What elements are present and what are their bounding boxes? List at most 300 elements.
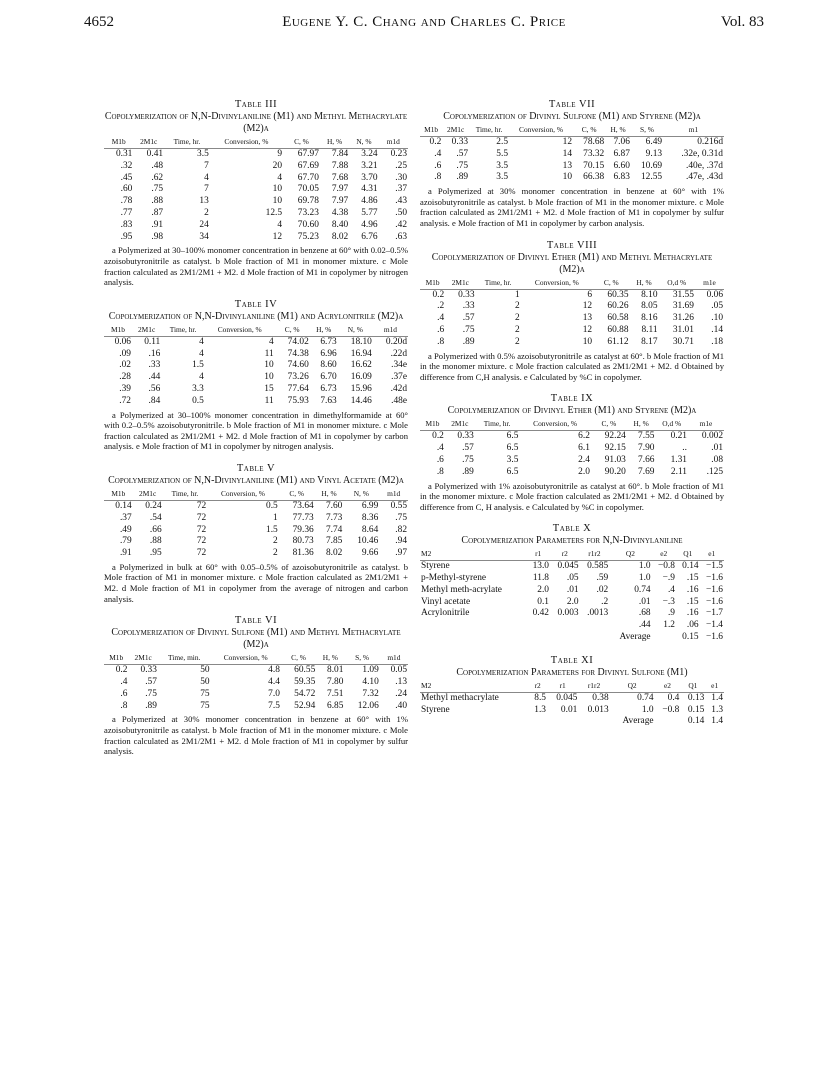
column-header: Time, hr.: [164, 138, 210, 149]
table-cell: 7.5: [268, 700, 280, 711]
table-cell: 92.15: [604, 443, 626, 454]
table-row: [420, 172, 724, 184]
table-cell: 50: [200, 665, 210, 676]
table-cell: −.9: [662, 573, 675, 584]
table-cell: .44: [638, 620, 651, 631]
data-table: [104, 490, 408, 560]
table-cell: 4.86: [361, 196, 378, 207]
table-8: [420, 239, 724, 383]
table-cell: 4: [199, 372, 204, 383]
data-table: [420, 126, 724, 184]
table-cell: 67.69: [297, 160, 319, 171]
table-cell: 2.4: [578, 454, 590, 465]
table-cell: 3.21: [361, 160, 378, 171]
data-table: [420, 682, 724, 728]
table-cell: 3.70: [361, 172, 378, 183]
table-cell: .16: [148, 348, 161, 359]
table-cell: [550, 620, 580, 632]
table-cell: 13.0: [532, 561, 549, 572]
column-header: r1: [526, 550, 550, 561]
table-cell: 1: [273, 512, 278, 523]
table-cell: 8.01: [327, 665, 344, 676]
table-label: Table VIII: [546, 239, 598, 251]
page-header: [84, 14, 764, 36]
table-footnote: [420, 186, 724, 228]
volume-label: Vol. 83: [720, 14, 764, 30]
page-number: 4652: [84, 14, 114, 30]
table-cell: .77: [120, 207, 133, 218]
table-cell: 31.69: [672, 301, 694, 312]
table-cell: 1.31: [670, 454, 687, 465]
table-cell: 16.09: [350, 372, 372, 383]
table-cell: −1.6: [705, 584, 723, 595]
table-cell: .91: [119, 548, 132, 559]
table-cell: 8.11: [641, 324, 658, 335]
column-header: H, %: [315, 490, 344, 501]
data-table: [104, 654, 408, 712]
table-cell: 0.2: [432, 431, 444, 442]
table-row: [420, 705, 724, 717]
table-cell: 0.11: [144, 336, 161, 347]
table-cell: 0.42: [532, 608, 549, 619]
column-header: e2: [652, 550, 676, 561]
table-cell: .75: [456, 160, 469, 171]
table-cell: 12: [562, 137, 573, 147]
table-cell: [420, 620, 526, 632]
table-row: [420, 585, 724, 597]
table-cell: .6: [434, 160, 442, 171]
table-cell: 7.73: [325, 512, 343, 523]
table-cell: 7.80: [327, 677, 344, 688]
table-cell: .94: [395, 536, 407, 547]
table-footnote: [104, 562, 408, 604]
table-cell: .24: [395, 688, 407, 699]
table-cell: .54: [149, 512, 162, 523]
table-row: [104, 232, 408, 244]
table-row: [420, 289, 724, 301]
table-cell: 7: [204, 184, 209, 195]
column-header: S, %: [344, 654, 379, 665]
column-header: M1b: [420, 126, 442, 137]
table-cell: 0.1: [537, 596, 549, 607]
table-label: Table V: [236, 462, 276, 474]
table-cell: 0.33: [458, 289, 475, 300]
table-cell: 8.40: [331, 219, 349, 230]
table-cell: [578, 716, 609, 728]
table-cell: .75: [462, 324, 475, 335]
table-cell: 3.3: [192, 383, 204, 394]
table-cell: 74.38: [287, 348, 309, 359]
table-label: Table X: [552, 523, 592, 535]
table-cell: .37e: [391, 372, 407, 383]
table-row: [104, 173, 408, 185]
table-row: [104, 525, 408, 537]
table-cell: .25: [395, 160, 407, 171]
column-header: r2: [550, 550, 580, 561]
table-row: [104, 360, 408, 372]
table-cell: Average: [622, 716, 654, 727]
table-cell: .02: [119, 360, 131, 371]
table-cell: .75: [395, 512, 407, 523]
table-6: [104, 614, 408, 757]
table-cell: 0.216d: [697, 137, 723, 147]
column-header: H, %: [316, 654, 344, 665]
table-cell: 6.87: [613, 148, 630, 159]
table-row: [420, 455, 724, 467]
table-row: [104, 184, 408, 196]
table-cell: 0.06: [706, 289, 723, 300]
table-cell: 0.2: [432, 289, 445, 300]
table-cell: .95: [120, 231, 133, 242]
table-cell: 0.01: [560, 704, 578, 715]
column-header: M1b: [104, 138, 133, 149]
column-header: Q1: [676, 550, 700, 561]
table-cell: −1.7: [705, 608, 723, 619]
table-cell: .14: [711, 324, 723, 335]
table-cell: 2: [273, 548, 278, 559]
table-cell: 7.60: [325, 500, 343, 511]
table-cell: 77.64: [287, 383, 309, 394]
column-header: 2M1c: [132, 326, 161, 337]
table-cell: .13: [395, 677, 407, 688]
table-cell: .47e, .43d: [686, 172, 723, 183]
table-cell: .4: [667, 584, 675, 595]
table-cell: .9: [667, 608, 675, 619]
table-cell: 8.17: [641, 336, 658, 347]
header-row: [420, 682, 724, 693]
table-footnote: [104, 410, 408, 452]
column-header: H, %: [605, 126, 631, 137]
left-column: [104, 98, 408, 767]
table-cell: 72: [196, 500, 207, 511]
table-cell: −1.6: [705, 596, 723, 607]
table-cell: 7.06: [613, 137, 630, 147]
table-cell: 0.013: [587, 704, 609, 715]
table-row: [420, 608, 724, 620]
column-header: m1d: [380, 654, 408, 665]
table-row: [420, 149, 724, 161]
table-cell: .45: [120, 172, 133, 183]
table-row: [420, 161, 724, 173]
table-cell: .68: [638, 608, 651, 619]
table-cell: 4.8: [268, 665, 280, 676]
table-cell: 3.5: [197, 149, 209, 159]
table-cell: 7.97: [331, 184, 349, 195]
table-row: [104, 513, 408, 525]
column-header: r2: [528, 682, 547, 693]
table-cell: .57: [456, 148, 469, 159]
table-cell: .2: [601, 596, 609, 607]
table-cell: 75.23: [297, 231, 319, 242]
table-cell: 60.55: [294, 665, 316, 676]
table-cell: 9.66: [361, 548, 379, 559]
table-cell: 70.05: [297, 184, 319, 195]
table-row: [420, 301, 724, 313]
table-cell: 0.2: [429, 137, 442, 147]
header-row: [104, 326, 408, 337]
table-cell: .4: [434, 148, 442, 159]
table-cell: 8.64: [361, 524, 379, 535]
table-cell: .79: [119, 536, 132, 547]
table-cell: 0.55: [390, 500, 407, 511]
table-row: [420, 137, 724, 149]
table-cell: 15: [264, 383, 274, 394]
table-label: Table III: [234, 99, 278, 110]
table-cell: 7.84: [331, 149, 349, 159]
table-5: [104, 462, 408, 604]
table-cell: 4: [268, 336, 274, 347]
table-cell: 12.55: [640, 172, 663, 183]
table-cell: −1.6: [705, 573, 723, 584]
table-cell: 7.69: [638, 466, 655, 477]
table-cell: 13: [562, 160, 573, 171]
table-cell: 1.3: [534, 704, 546, 715]
table-cell: Styrene: [421, 704, 450, 715]
table-cell: 0.045: [557, 561, 579, 572]
table-cell: [528, 716, 547, 728]
table-cell: 77.73: [292, 512, 314, 523]
table-cell: 7.32: [362, 688, 379, 699]
table-cell: 0.4: [667, 692, 680, 703]
table-row: [420, 325, 724, 337]
table-cell: 11.8: [532, 573, 549, 584]
table-cell: 78.68: [583, 137, 605, 147]
table-cell: [420, 716, 528, 728]
table-cell: 2: [514, 301, 520, 312]
table-cell: 10: [582, 336, 593, 347]
table-row: [420, 692, 724, 704]
column-header: Conversion, %: [207, 490, 279, 501]
table-cell: 6.73: [320, 383, 337, 394]
table-cell: Styrene: [421, 561, 450, 572]
column-header: Time, hr.: [475, 420, 520, 431]
column-header: e1: [700, 550, 724, 561]
table-cell: 59.35: [294, 677, 316, 688]
table-cell: 12.5: [265, 207, 283, 218]
table-cell: 67.97: [297, 149, 319, 159]
table-cell: .43: [395, 196, 407, 207]
header-row: [104, 654, 408, 665]
column-header: Time, hr.: [469, 126, 509, 137]
column-header: e2: [655, 682, 681, 693]
table-row: [104, 372, 408, 384]
table-cell: 8.36: [361, 512, 379, 523]
table-cell: −1.6: [705, 632, 723, 643]
table-cell: 15.96: [350, 383, 372, 394]
table-row: [104, 384, 408, 396]
table-cell: 1.4: [711, 692, 723, 703]
table-cell: .75: [151, 184, 164, 195]
table-cell: 4: [277, 172, 283, 183]
table-cell: 0.20d: [385, 336, 407, 347]
table-cell: 7.0: [268, 688, 280, 699]
table-row: [420, 313, 724, 325]
table-cell: 0.74: [634, 584, 651, 595]
table-cell: 73.23: [297, 207, 319, 218]
header-row: [420, 550, 724, 561]
table-cell: 7.90: [638, 443, 655, 454]
table-title: Copolymerization of Divinyl Sulfone (M1) and Methyl Methacrylate (M2)a: [111, 627, 401, 651]
table-cell: .97: [395, 548, 407, 559]
column-header: e1: [705, 682, 724, 693]
table-footnote: [420, 351, 724, 383]
table-cell: [652, 632, 676, 644]
table-cell: 7.63: [320, 395, 337, 406]
table-cell: 7.55: [638, 431, 655, 442]
table-cell: −1.4: [705, 620, 723, 631]
right-column: [420, 98, 724, 738]
table-cell: 2.11: [670, 466, 687, 477]
table-cell: 0.38: [592, 692, 609, 703]
column-header: M2: [420, 682, 528, 693]
table-cell: .8: [434, 172, 442, 183]
table-footnote: [104, 245, 408, 287]
table-cell: .89: [145, 700, 157, 711]
table-4: [104, 298, 408, 452]
table-cell: 8.10: [641, 289, 658, 300]
table-cell: 0.13: [687, 692, 705, 703]
table-cell: .05: [711, 301, 723, 312]
table-cell: [526, 632, 550, 644]
table-title: Copolymerization of N,N-Divinylaniline (M1) and Vinyl Acetate (M2)a: [108, 474, 404, 486]
table-cell: 0.5: [192, 395, 204, 406]
table-cell: 6.49: [645, 137, 663, 147]
column-header: O,d %: [655, 420, 688, 431]
table-cell: 3.5: [496, 172, 508, 183]
table-cell: .42d: [390, 383, 407, 394]
column-header: C, %: [591, 420, 627, 431]
table-cell: 60.26: [607, 301, 629, 312]
table-row: [104, 349, 408, 361]
column-header: Q2: [610, 682, 655, 693]
table-row: [104, 689, 408, 701]
table-cell: .75: [145, 688, 157, 699]
table-cell: .56: [148, 383, 161, 394]
table-cell: 2.0: [566, 596, 579, 607]
table-cell: 0.2: [115, 665, 128, 676]
table-cell: 24: [199, 219, 209, 230]
table-11: [420, 654, 724, 728]
table-cell: .62: [151, 172, 164, 183]
table-cell: [420, 632, 526, 644]
table-cell: .125: [706, 466, 723, 477]
footnote-text: a Polymerized with 1% azoisobutyronitrile as catalyst at 60°. b Mole fraction of M1 in the monomer mixture. c Mole fraction calculated as 2M1/2M1 + M2. d Obtained by difference from C, H analysis. e Calculated by %C in copolymer.: [420, 480, 724, 512]
table-cell: 0.5: [266, 500, 278, 511]
table-cell: 12: [272, 231, 283, 242]
column-header: 2M1c: [442, 126, 469, 137]
table-row: [104, 677, 408, 689]
table-cell: 7: [204, 160, 209, 171]
header-row: [420, 126, 724, 137]
table-cell: 31.26: [672, 313, 694, 324]
table-title: Copolymerization Parameters for N,N-Divinylaniline: [461, 535, 683, 547]
table-cell: .15: [686, 596, 699, 607]
table-cell: 2: [204, 207, 209, 218]
table-label: Table IV: [234, 298, 278, 310]
table-cell: 7.51: [327, 688, 344, 699]
table-cell: ..: [682, 443, 687, 454]
table-cell: .32e, 0.31d: [681, 148, 723, 159]
column-header: Conversion, %: [521, 279, 593, 290]
table-row: [104, 336, 408, 348]
table-cell: 13: [582, 313, 593, 324]
table-label: Table VI: [234, 615, 278, 627]
table-cell: 69.78: [297, 196, 319, 207]
column-header: M1b: [104, 490, 133, 501]
table-cell: 4.96: [361, 219, 378, 230]
footnote-text: a Polymerized with 0.5% azoisobutyronitrile as catalyst at 60°. b Mole fraction of M1 in the monomer mixture. c Mole fraction calculated as 2M1/2M1 + M2. d Obtained by difference from C,H analysis. e Calculated by %C in copolymer.: [420, 350, 724, 382]
table-cell: 0.585: [587, 561, 609, 572]
table-footnote: [420, 481, 724, 513]
table-cell: Vinyl acetate: [421, 596, 471, 607]
table-cell: 5.5: [496, 148, 508, 159]
table-title: Copolymerization of Divinyl Ether (M1) and Styrene (M2)a: [447, 405, 697, 417]
table-cell: .0013: [587, 608, 609, 619]
table-cell: 2.0: [578, 466, 590, 477]
table-cell: 6.76: [361, 231, 378, 242]
table-cell: .59: [596, 573, 609, 584]
table-cell: Acrylonitrile: [421, 608, 470, 619]
column-header: Time, min.: [158, 654, 211, 665]
column-header: 2M1c: [133, 490, 163, 501]
table-cell: Methyl meth-acrylate: [421, 584, 502, 595]
table-cell: .8: [120, 700, 128, 711]
column-header: M2: [420, 550, 526, 561]
column-header: Q2: [609, 550, 651, 561]
table-cell: 1.5: [192, 360, 204, 371]
table-row: [104, 161, 408, 173]
table-cell: 72: [196, 536, 207, 547]
table-cell: 1.0: [638, 573, 651, 584]
table-cell: 0.33: [457, 431, 474, 442]
table-cell: 70.15: [583, 160, 605, 171]
table-cell: 10.46: [357, 536, 379, 547]
header-row: [420, 279, 724, 290]
table-cell: 8.5: [534, 692, 546, 703]
table-9: [420, 392, 724, 512]
table-cell: .89: [456, 172, 469, 183]
table-cell: 4: [277, 219, 283, 230]
table-cell: 30.71: [672, 336, 694, 347]
table-cell: 10: [272, 184, 283, 195]
table-cell: 4: [199, 336, 204, 347]
table-cell: 4.38: [331, 207, 349, 218]
table-cell: .32: [120, 160, 133, 171]
table-cell: 7.74: [325, 524, 343, 535]
column-header: M1b: [104, 326, 132, 337]
table-cell: .18: [711, 336, 723, 347]
table-cell: 6.96: [320, 348, 337, 359]
table-cell: .28: [119, 372, 131, 383]
table-cell: 0.21: [670, 431, 687, 442]
table-cell: [526, 620, 550, 632]
column-header: m1d: [373, 326, 408, 337]
table-cell: .34e: [391, 360, 407, 371]
table-cell: 12: [582, 301, 593, 312]
column-header: H, %: [627, 420, 656, 431]
column-header: r1: [547, 682, 578, 693]
table-cell: 7.97: [331, 196, 349, 207]
table-row: [104, 208, 408, 220]
table-row: [420, 431, 724, 443]
table-cell: 10: [264, 360, 274, 371]
table-cell: 6.5: [506, 431, 519, 442]
table-cell: .16: [686, 584, 699, 595]
table-cell: .82: [395, 524, 407, 535]
table-cell: 14.46: [350, 395, 372, 406]
table-title: Copolymerization of N,N-Divinylaniline (M1) and Methyl Methacrylate (M2)a: [104, 111, 408, 134]
table-cell: [580, 632, 610, 644]
